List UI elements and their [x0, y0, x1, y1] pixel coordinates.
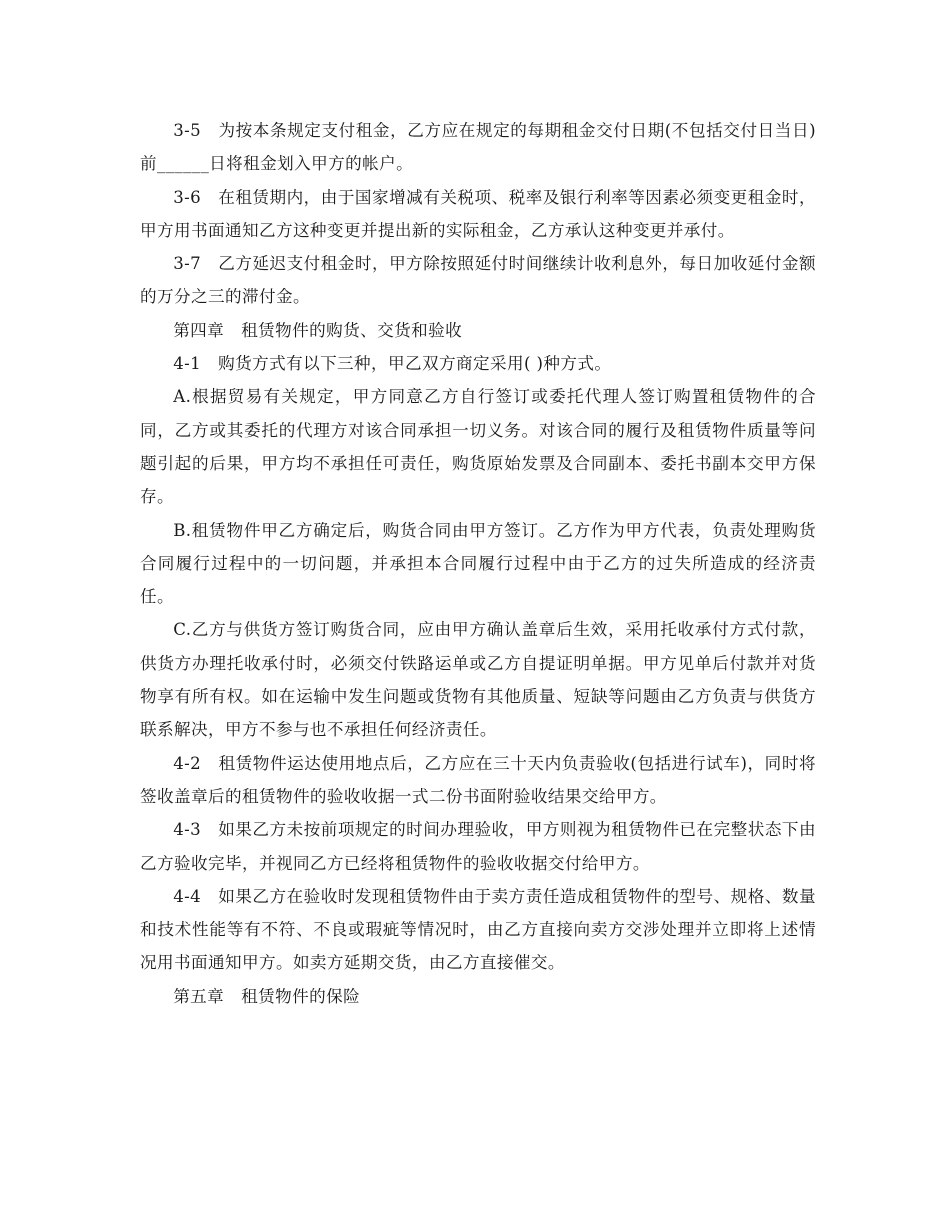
clause-4-1: 4-1 购货方式有以下三种，甲乙双方商定采用( )种方式。	[173, 354, 612, 374]
document-page	[140, 114, 816, 1013]
clause-4-1-option-a: A.根据贸易有关规定，甲方同意乙方自行签订或委托代理人签订购置租赁物件的合同，乙方或其委托的代理方对该合同承担一切义务。对该合同的履行及租赁物件质量等问题引起的后果，甲方均不承担任可责任，购货原始发票及合同副本、委托书副本交甲方保存。	[140, 387, 816, 507]
chapter-5-heading: 第五章 租赁物件的保险	[173, 986, 361, 1006]
clause-4-1-option-c: C.乙方与供货方签订购货合同，应由甲方确认盖章后生效，采用托收承付方式付款，供货方办理托收承付时，必须交付铁路运单或乙方自提证明单据。甲方见单后付款并对货物享有所有权。如在运输中发生问题或货物有其他质量、短缺等问题由乙方负责与供货方联系解决，甲方不参与也不承担任何经济责任。	[140, 620, 816, 740]
clause-4-3: 4-3 如果乙方未按前项规定的时间办理验收，甲方则视为租赁物件已在完整状态下由乙方验收完毕，并视同乙方已经将租赁物件的验收收据交付给甲方。	[140, 820, 816, 873]
clause-3-5: 3-5 为按本条规定支付租金，乙方应在规定的每期租金交付日期(不包括交付日当日)前______日将租金划入甲方的帐户。	[140, 121, 816, 174]
clause-4-4: 4-4 如果乙方在验收时发现租赁物件由于卖方责任造成租赁物件的型号、规格、数量和技术性能等有不符、不良或瑕疵等情况时，由乙方直接向卖方交涉处理并立即将上述情况用书面通知甲方。如卖方延期交货，由乙方直接催交。	[140, 886, 816, 973]
clause-3-6: 3-6 在租赁期内，由于国家增减有关税项、税率及银行利率等因素必须变更租金时，甲方用书面通知乙方这种变更并提出新的实际租金，乙方承认这种变更并承付。	[140, 187, 816, 240]
chapter-4-heading: 第四章 租赁物件的购货、交货和验收	[173, 320, 463, 340]
clause-3-7: 3-7 乙方延迟支付租金时，甲方除按照延付时间继续计收利息外，每日加收延付金额的万分之三的滞付金。	[140, 254, 816, 307]
clause-4-1-option-b: B.租赁物件甲乙方确定后，购货合同由甲方签订。乙方作为甲方代表，负责处理购货合同履行过程中的一切问题，并承担本合同履行过程中由于乙方的过失所造成的经济责任。	[140, 520, 816, 607]
clause-4-2: 4-2 租赁物件运达使用地点后，乙方应在三十天内负责验收(包括进行试车)，同时将签收盖章后的租赁物件的验收收据一式二份书面附验收结果交给甲方。	[140, 753, 816, 806]
